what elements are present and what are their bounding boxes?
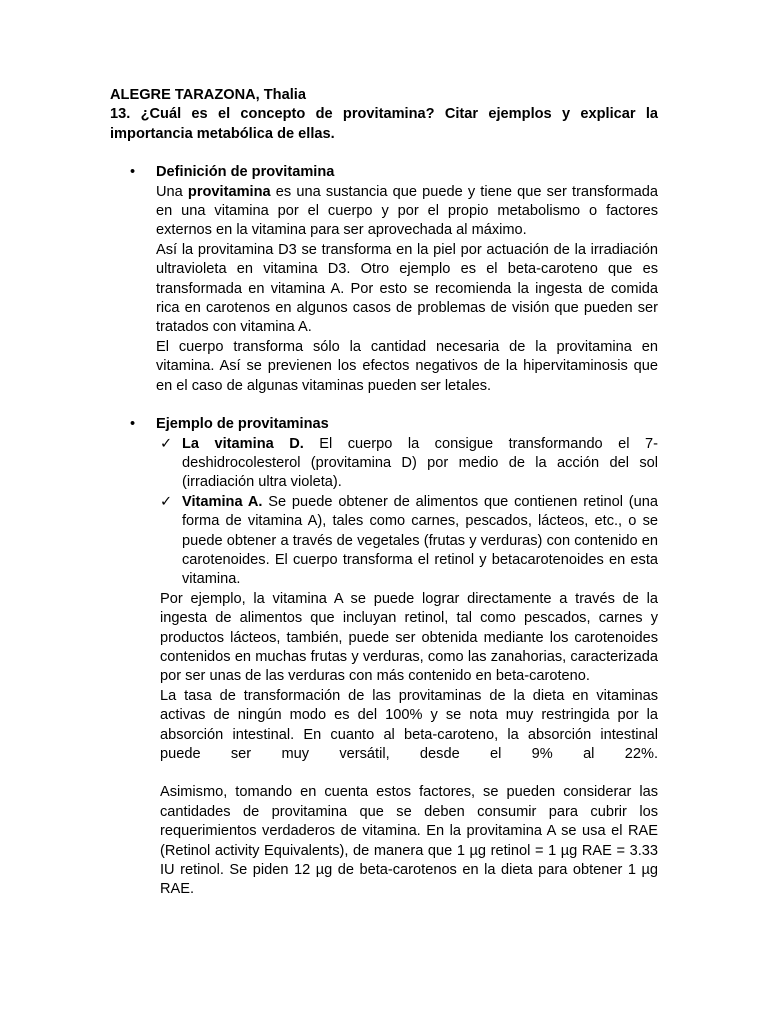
paragraph: Así la provitamina D3 se transforma en la piel por actuación de la irradiación ultravioleta en vitamina D3. Otro ejemplo es el beta-caroteno que es transformada en vitamina A. Por esto se recomienda la ingesta de comida rica en carotenos en algunos casos de problemas de visión que pueden ser tratados con vitamina A. xyxy=(156,241,658,336)
paragraph-lead: Una xyxy=(156,183,188,200)
section-examples-body xyxy=(110,590,658,900)
list-item-body: Se puede obtener de alimentos que contienen retinol (una forma de vitamina A), tales como carnes, pescados, lácteos, etc., o se puede obtener a través de vegetales (frutas y verduras) con contenido en carotenoides. El cuerpo transforma el retinol y betacarotenoides en esta vitamina. xyxy=(182,493,658,588)
paragraph: El cuerpo transforma sólo la cantidad necesaria de la provitamina en vitamina. Así se previenen los efectos negativos de la hipervitaminosis que en el caso de algunas vitaminas pueden ser letales. xyxy=(156,338,658,394)
section-heading: Definición de provitamina xyxy=(156,164,335,181)
list-item-text xyxy=(182,435,658,493)
list-item-text xyxy=(182,493,658,590)
list-item-body: El cuerpo la consigue transformando el 7-deshidrocolesterol (provitamina D) por medio de la acción del sol (irradiación ultra violeta). xyxy=(182,435,658,491)
bullet-icon: • xyxy=(130,416,136,433)
question-title: 13. ¿Cuál es el concepto de provitamina? Citar ejemplos y explicar la importancia metabólica de ellas. xyxy=(110,106,658,142)
document-body xyxy=(110,86,658,900)
paragraph: Por ejemplo, la vitamina A se puede lograr directamente a través de la ingesta de alimentos que incluyan retinol, tal como pescados, carnes y productos lácteos, también, puede ser obtenida mediante los carotenoides contenidos en muchas frutas y verduras, como las zanahorias, caracterizada por ser unas de las verduras con más contenido en beta-caroteno. xyxy=(160,590,658,685)
list-item-term: Vitamina A. xyxy=(182,493,263,510)
list-item-term: La vitamina D. xyxy=(182,435,304,452)
checkmark-icon: ✓ xyxy=(160,435,173,452)
paragraph xyxy=(156,183,658,241)
spacer xyxy=(110,144,658,163)
paragraph: Asimismo, tomando en cuenta estos factores, se pueden considerar las cantidades de provitamina que se deben consumir para cubrir los requerimientos verdaderos de vitamina. En la provitamina A se usa el RAE (Retinol activity Equivalents), de manera que 1 µg retinol = 1 µg RAE = 3.33 IU retinol. Se piden 12 µg de beta-carotenos en la dieta para obtener 1 µg RAE. xyxy=(160,784,658,898)
spacer xyxy=(160,764,658,783)
section-examples xyxy=(110,415,658,434)
section-definition xyxy=(110,163,658,182)
bullet-icon: • xyxy=(130,164,136,181)
checkmark-icon: ✓ xyxy=(160,493,173,510)
author-name: ALEGRE TARAZONA, Thalia xyxy=(110,87,306,103)
section-heading: Ejemplo de provitaminas xyxy=(156,416,329,433)
paragraph-text: es una sustancia que puede y tiene que ser transformada en una vitamina por el cuerpo y por el propio metabolismo o factores externos en la vitamina para ser aprovechada al máximo. xyxy=(156,183,659,239)
spacer xyxy=(110,396,658,415)
section-definition-body xyxy=(110,183,658,396)
list-item xyxy=(110,435,658,493)
list-item xyxy=(110,493,658,590)
paragraph: La tasa de transformación de las provitaminas de la dieta en vitaminas activas de ningún modo es del 100% y se nota muy restringida por la absorción intestinal. En cuanto al beta-caroteno, la absorción intestinal puede ser muy versátil, desde el 9% al 22%. xyxy=(160,687,658,762)
term-provitamina: provitamina xyxy=(187,183,271,200)
